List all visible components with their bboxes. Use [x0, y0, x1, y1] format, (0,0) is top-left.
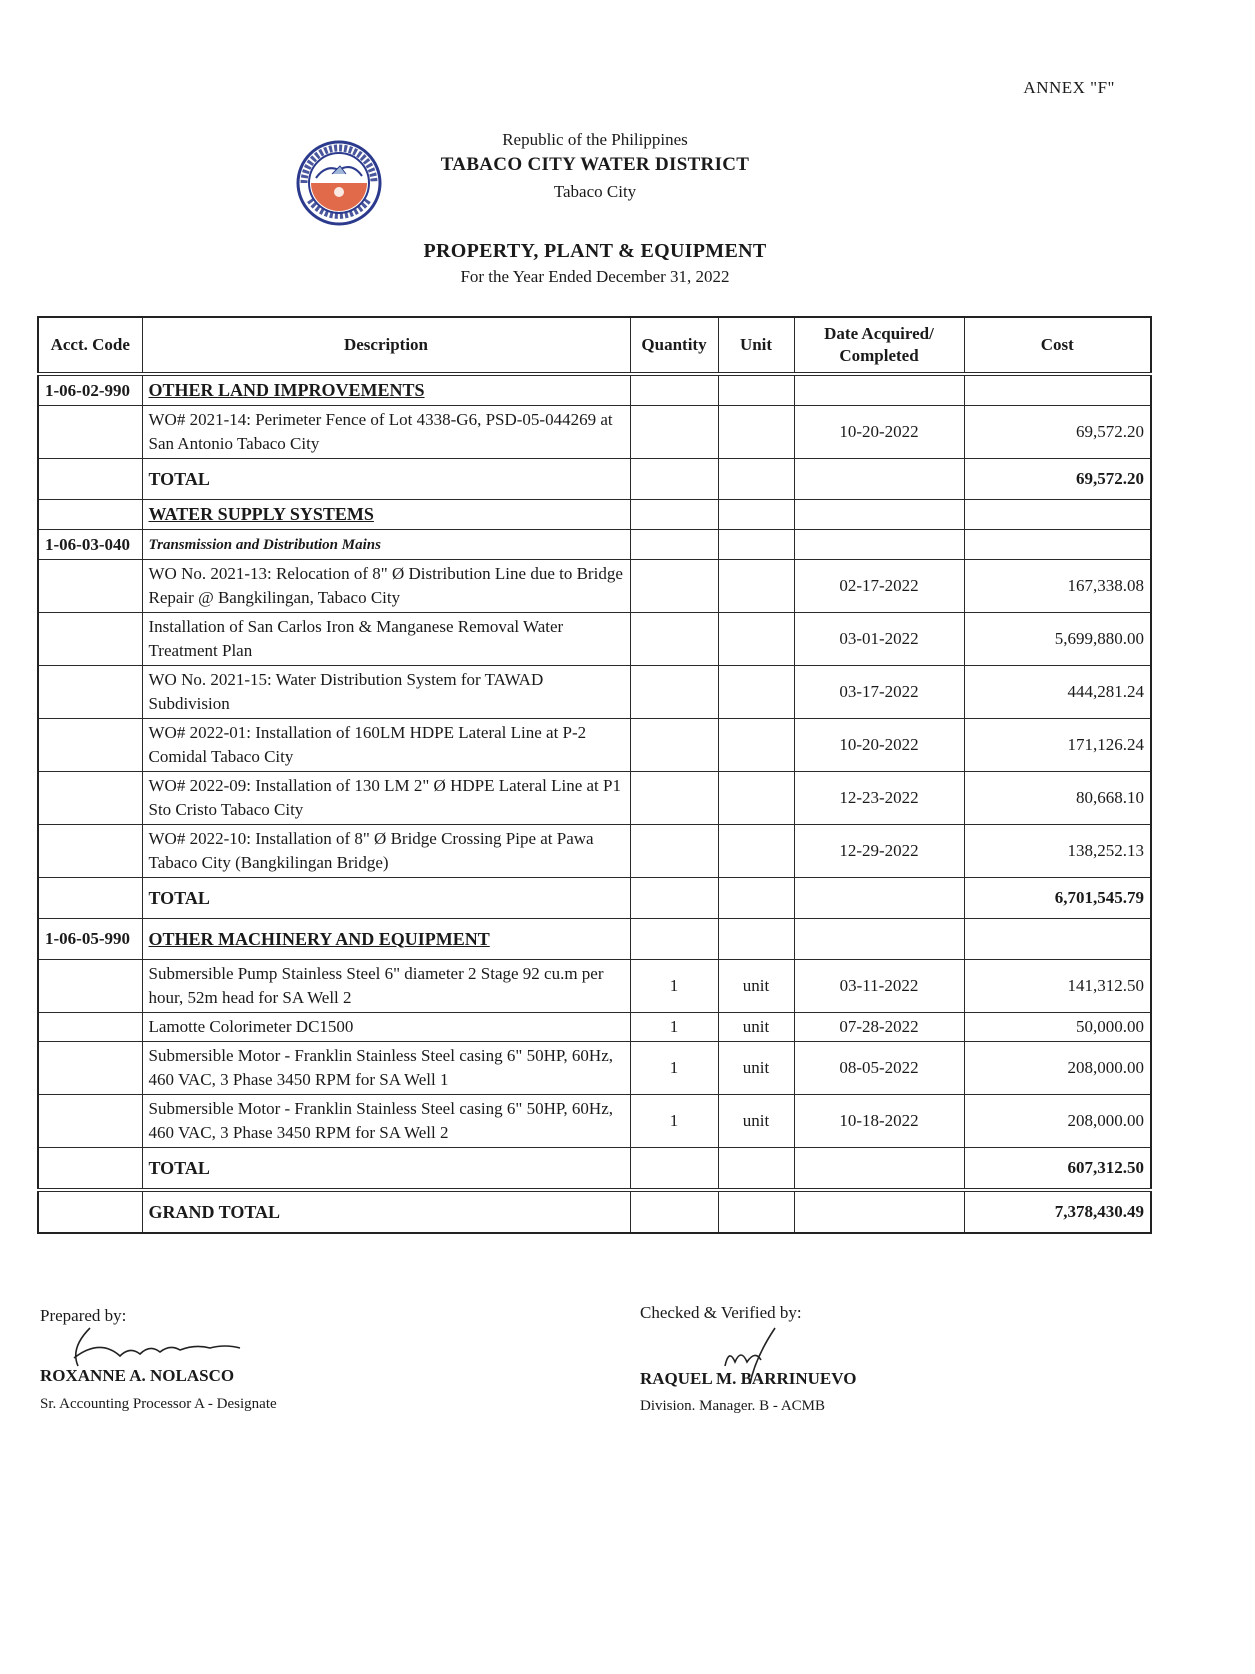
- table-row: [38, 1095, 1151, 1148]
- item-unit: unit: [718, 1095, 794, 1148]
- table-row: [38, 960, 1151, 1013]
- item-cost: 80,668.10: [964, 772, 1151, 825]
- col-unit: Unit: [718, 317, 794, 374]
- item-quantity: [630, 666, 718, 719]
- item-description: WO# 2021-14: Perimeter Fence of Lot 4338-G6, PSD-05-044269 at San Antonio Tabaco City: [142, 406, 630, 459]
- grand-total-value: 7,378,430.49: [964, 1190, 1151, 1233]
- item-quantity: [630, 560, 718, 613]
- acct-code: 1-06-02-990: [38, 374, 142, 406]
- table-row: [38, 560, 1151, 613]
- table-row: [38, 825, 1151, 878]
- item-quantity: [630, 825, 718, 878]
- item-quantity: [630, 406, 718, 459]
- item-quantity: 1: [630, 1042, 718, 1095]
- checked-by-name: RAQUEL M. BARRINUEVO: [640, 1369, 857, 1388]
- item-cost: 138,252.13: [964, 825, 1151, 878]
- table-row: [38, 1013, 1151, 1042]
- item-unit: [718, 772, 794, 825]
- item-unit: [718, 560, 794, 613]
- agency-name: TABACO CITY WATER DISTRICT: [440, 154, 750, 175]
- item-description: WO# 2022-10: Installation of 8" Ø Bridge Crossing Pipe at Pawa Tabaco City (Bangkilingan Bridge): [142, 825, 630, 878]
- table-row: [38, 719, 1151, 772]
- col-date: Date Acquired/ Completed: [794, 317, 964, 374]
- item-description: WO No. 2021-13: Relocation of 8" Ø Distribution Line due to Bridge Repair @ Bangkilingan, Tabaco City: [142, 560, 630, 613]
- prepared-by-label: Prepared by:: [40, 1306, 127, 1325]
- total-row: [38, 459, 1151, 500]
- item-description: WO# 2022-01: Installation of 160LM HDPE Lateral Line at P-2 Comidal Tabaco City: [142, 719, 630, 772]
- item-cost: 208,000.00: [964, 1042, 1151, 1095]
- item-date: 03-11-2022: [794, 960, 964, 1013]
- item-cost: 444,281.24: [964, 666, 1151, 719]
- total-label: TOTAL: [142, 878, 630, 919]
- item-unit: [718, 613, 794, 666]
- item-date: 12-29-2022: [794, 825, 964, 878]
- item-quantity: [630, 613, 718, 666]
- table-row: [38, 772, 1151, 825]
- item-unit: unit: [718, 1042, 794, 1095]
- annex-label: ANNEX "F": [1023, 78, 1115, 97]
- city-line: Tabaco City: [553, 182, 637, 201]
- item-unit: unit: [718, 1013, 794, 1042]
- item-date: 03-01-2022: [794, 613, 964, 666]
- page-title: PROPERTY, PLANT & EQUIPMENT: [423, 240, 767, 262]
- item-cost: 69,572.20: [964, 406, 1151, 459]
- acct-code: 1-06-03-040: [38, 530, 142, 560]
- item-quantity: 1: [630, 1013, 718, 1042]
- item-date: 02-17-2022: [794, 560, 964, 613]
- section-row: [38, 374, 1151, 406]
- total-value: 607,312.50: [964, 1148, 1151, 1191]
- item-cost: 171,126.24: [964, 719, 1151, 772]
- republic-line: Republic of the Philippines: [502, 130, 688, 149]
- checked-by-title: Division. Manager. B - ACMB: [640, 1398, 826, 1414]
- item-date: 10-18-2022: [794, 1095, 964, 1148]
- item-cost: 167,338.08: [964, 560, 1151, 613]
- ppe-table: [37, 316, 1152, 1234]
- item-quantity: 1: [630, 960, 718, 1013]
- checked-by-label: Checked & Verified by:: [640, 1303, 802, 1322]
- item-cost: 50,000.00: [964, 1013, 1151, 1042]
- subheading-row: [38, 530, 1151, 560]
- total-label: TOTAL: [142, 1148, 630, 1191]
- item-description: WO# 2022-09: Installation of 130 LM 2" Ø HDPE Lateral Line at P1 Sto Cristo Tabaco City: [142, 772, 630, 825]
- item-unit: unit: [718, 960, 794, 1013]
- section-row: [38, 500, 1151, 530]
- item-description: WO No. 2021-15: Water Distribution System for TAWAD Subdivision: [142, 666, 630, 719]
- item-date: 10-20-2022: [794, 719, 964, 772]
- grand-total-row: [38, 1190, 1151, 1233]
- item-cost: 208,000.00: [964, 1095, 1151, 1148]
- item-unit: [718, 666, 794, 719]
- table-row: [38, 613, 1151, 666]
- item-quantity: 1: [630, 1095, 718, 1148]
- total-row: [38, 1148, 1151, 1191]
- item-description: Lamotte Colorimeter DC1500: [142, 1013, 630, 1042]
- col-acct-code: Acct. Code: [38, 317, 142, 374]
- item-date: 08-05-2022: [794, 1042, 964, 1095]
- item-description: Submersible Pump Stainless Steel 6" diameter 2 Stage 92 cu.m per hour, 52m head for SA Well 2: [142, 960, 630, 1013]
- item-unit: [718, 825, 794, 878]
- table-row: [38, 1042, 1151, 1095]
- col-quantity: Quantity: [630, 317, 718, 374]
- total-value: 6,701,545.79: [964, 878, 1151, 919]
- item-description: Installation of San Carlos Iron & Manganese Removal Water Treatment Plan: [142, 613, 630, 666]
- total-row: [38, 878, 1151, 919]
- table-row: [38, 666, 1151, 719]
- table-header-row: [38, 317, 1151, 374]
- section-name: OTHER MACHINERY AND EQUIPMENT: [142, 919, 630, 960]
- item-date: 07-28-2022: [794, 1013, 964, 1042]
- col-cost: Cost: [964, 317, 1151, 374]
- item-unit: [718, 406, 794, 459]
- table-row: [38, 406, 1151, 459]
- section-row: [38, 919, 1151, 960]
- prepared-by-name: ROXANNE A. NOLASCO: [40, 1366, 235, 1385]
- section-name: OTHER LAND IMPROVEMENTS: [142, 374, 630, 406]
- item-quantity: [630, 719, 718, 772]
- item-quantity: [630, 772, 718, 825]
- grand-total-label: GRAND TOTAL: [142, 1190, 630, 1233]
- subheading: Transmission and Distribution Mains: [142, 530, 630, 560]
- total-value: 69,572.20: [964, 459, 1151, 500]
- item-date: 12-23-2022: [794, 772, 964, 825]
- col-description: Description: [142, 317, 630, 374]
- total-label: TOTAL: [142, 459, 630, 500]
- item-unit: [718, 719, 794, 772]
- item-description: Submersible Motor - Franklin Stainless Steel casing 6" 50HP, 60Hz, 460 VAC, 3 Phase 3450 RPM for SA Well 2: [142, 1095, 630, 1148]
- period-line: For the Year Ended December 31, 2022: [460, 267, 730, 286]
- item-cost: 5,699,880.00: [964, 613, 1151, 666]
- item-description: Submersible Motor - Franklin Stainless Steel casing 6" 50HP, 60Hz, 460 VAC, 3 Phase 3450 RPM for SA Well 1: [142, 1042, 630, 1095]
- item-date: 03-17-2022: [794, 666, 964, 719]
- acct-code: 1-06-05-990: [38, 919, 142, 960]
- item-cost: 141,312.50: [964, 960, 1151, 1013]
- section-name: WATER SUPPLY SYSTEMS: [142, 500, 630, 530]
- item-date: 10-20-2022: [794, 406, 964, 459]
- prepared-by-title: Sr. Accounting Processor A - Designate: [40, 1396, 277, 1412]
